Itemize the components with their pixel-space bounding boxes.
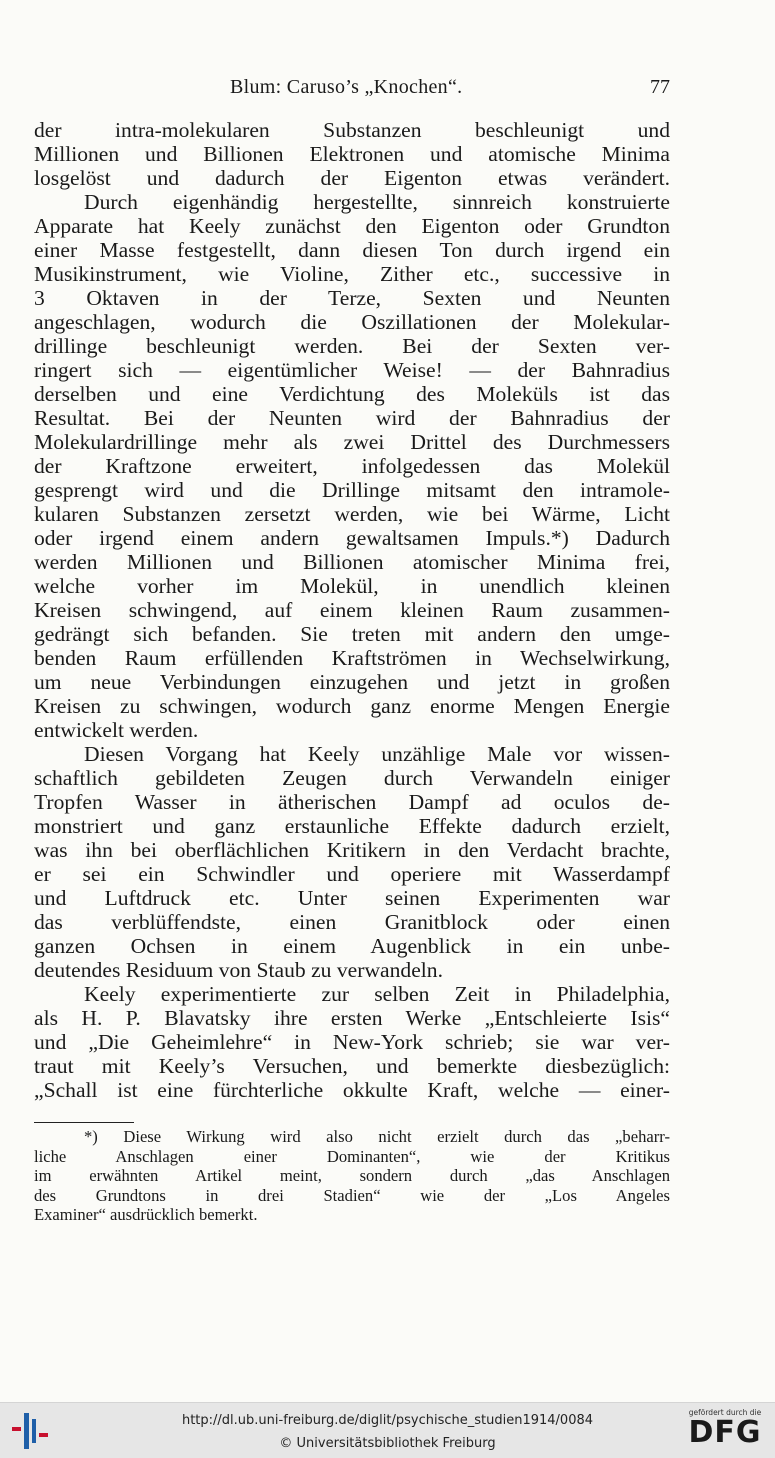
text-line: das verblüffendste, einen Granitblock oder einen	[34, 910, 670, 934]
footnote-line: Examiner“ ausdrücklich bemerkt.	[34, 1205, 258, 1224]
text-line: drillinge beschleunigt werden. Bei der Sexten ver-	[34, 334, 670, 358]
dfg-logo-icon	[685, 1408, 765, 1454]
text-line: gedrängt sich befanden. Sie treten mit andern den umge-	[34, 622, 670, 646]
source-url-link[interactable]: http://dl.ub.uni-freiburg.de/diglit/psychische_studien1914/0084	[181, 1413, 594, 1428]
text-line: „Schall ist eine fürchterliche okkulte Kraft, welche — einer-	[34, 1078, 670, 1102]
footnote-line: im erwähnten Artikel meint, sondern durch „das Anschlagen	[34, 1166, 670, 1185]
text-line: Apparate hat Keely zunächst den Eigenton oder Grundton	[34, 214, 670, 238]
text-line: Molekulardrillinge mehr als zwei Drittel des Durchmessers	[34, 430, 670, 454]
text-line: 3 Oktaven in der Terze, Sexten und Neunten	[34, 286, 670, 310]
text-line: der intra-molekularen Substanzen beschleunigt und	[34, 118, 670, 142]
text-line: oder irgend einem andern gewaltsamen Impuls.*) Dadurch	[34, 526, 670, 550]
text-line: der Kraftzone erweitert, infolgedessen das Molekül	[34, 454, 670, 478]
footnote-divider	[34, 1122, 134, 1123]
text-line: ringert sich — eigentümlicher Weise! — der Bahnradius	[34, 358, 670, 382]
text-line: traut mit Keely’s Versuchen, und bemerkte diesbezüglich:	[34, 1054, 670, 1078]
page-number: 77	[650, 76, 670, 98]
text-line: und Luftdruck etc. Unter seinen Experimenten war	[34, 886, 670, 910]
text-line: Kreisen schwingend, auf einem kleinen Raum zusammen-	[34, 598, 670, 622]
text-line: angeschlagen, wodurch die Oszillationen der Molekular-	[34, 310, 670, 334]
text-line: derselben und eine Verdichtung des Moleküls ist das	[34, 382, 670, 406]
running-title: Blum: Caruso’s „Knochen“.	[230, 76, 463, 98]
text-line: losgelöst und dadurch der Eigenton etwas verändert.	[34, 166, 670, 190]
text-line: Kreisen zu schwingen, wodurch ganz enorme Mengen Energie	[34, 694, 670, 718]
text-line: entwickelt werden.	[34, 718, 199, 742]
footnote-line: des Grundtons in drei Stadien“ wie der „Los Angeles	[34, 1185, 670, 1205]
footnote	[34, 1127, 670, 1225]
text-line: Diesen Vorgang hat Keely unzählige Male vor wissen-	[84, 742, 670, 766]
text-line: werden Millionen und Billionen atomischer Minima frei,	[34, 550, 670, 574]
text-line: Keely experimentierte zur selben Zeit in Philadelphia,	[84, 982, 670, 1006]
text-line: Millionen und Billionen Elektronen und atomische Minima	[34, 142, 670, 166]
text-line: er sei ein Schwindler und operiere mit Wasserdampf	[34, 862, 670, 886]
viewer-footer	[0, 1402, 775, 1458]
text-line: Durch eigenhändig hergestellte, sinnreich konstruierte	[84, 190, 670, 214]
copyright-notice: © Universitätsbibliothek Freiburg	[279, 1436, 496, 1451]
footnote-line: *) Diese Wirkung wird also nicht erzielt durch das „beharr-	[84, 1127, 670, 1146]
dfg-tagline: gefördert durch die	[688, 1408, 762, 1417]
body-text	[34, 118, 670, 1102]
text-line: ganzen Ochsen in einem Augenblick in ein unbe-	[34, 934, 670, 958]
text-line: deutendes Residuum von Staub zu verwandeln.	[34, 958, 443, 982]
text-line: schaftlich gebildeten Zeugen durch Verwandeln einiger	[34, 766, 670, 790]
text-line: um neue Verbindungen einzugehen und jetzt in großen	[34, 670, 670, 694]
dfg-wordmark: DFG	[688, 1415, 762, 1450]
text-line: und „Die Geheimlehre“ in New-York schrieb; sie war ver-	[34, 1030, 670, 1054]
text-line: Tropfen Wasser in ätherischen Dampf ad oculos de-	[34, 790, 670, 814]
text-line: monstriert und ganz erstaunliche Effekte dadurch erzielt,	[34, 814, 670, 838]
text-line: welche vorher im Molekül, in unendlich kleinen	[34, 574, 670, 598]
text-line: Musikinstrument, wie Violine, Zither etc., successive in	[34, 262, 670, 286]
footnote-line: liche Anschlagen einer Dominanten“, wie der Kritikus	[34, 1146, 670, 1166]
text-line: benden Raum erfüllenden Kraftströmen in Wechselwirkung,	[34, 646, 670, 670]
text-line: was ihn bei oberflächlichen Kritikern in den Verdacht brachte,	[34, 838, 670, 862]
text-line: kularen Substanzen zersetzt werden, wie bei Wärme, Licht	[34, 502, 670, 526]
text-line: als H. P. Blavatsky ihre ersten Werke „Entschleierte Isis“	[34, 1006, 670, 1030]
text-line: gesprengt wird und die Drillinge mitsamt den intramole-	[34, 478, 670, 502]
text-line: einer Masse festgestellt, dann diesen Ton durch irgend ein	[34, 238, 670, 262]
text-line: Resultat. Bei der Neunten wird der Bahnradius der	[34, 406, 670, 430]
page-header	[34, 76, 670, 102]
